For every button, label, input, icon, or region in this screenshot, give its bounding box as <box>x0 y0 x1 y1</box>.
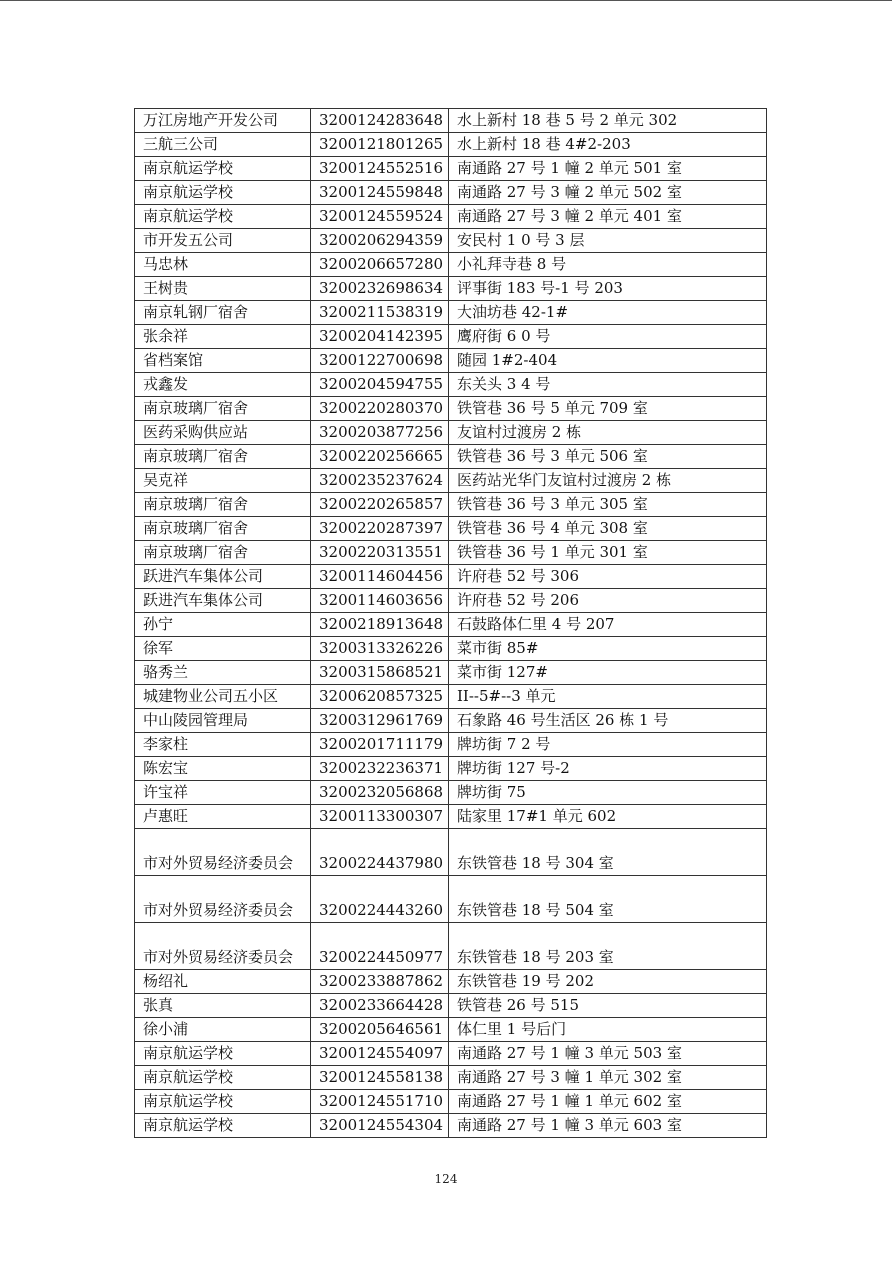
table-row <box>135 1066 767 1090</box>
address-cell: 许府巷 52 号 206 <box>449 589 767 613</box>
table-row <box>135 565 767 589</box>
account-number-cell: 3200620857325 <box>311 685 449 709</box>
address-cell: 东铁管巷 18 号 203 室 <box>449 923 767 970</box>
address-cell: 水上新村 18 巷 5 号 2 单元 302 <box>449 109 767 133</box>
table-row <box>135 1090 767 1114</box>
unit-name-cell: 市对外贸易经济委员会 <box>135 923 311 970</box>
unit-name-cell: 南京玻璃厂宿舍 <box>135 541 311 565</box>
account-number-cell: 3200224450977 <box>311 923 449 970</box>
account-number-cell: 3200224437980 <box>311 829 449 876</box>
address-cell: 小礼拜寺巷 8 号 <box>449 253 767 277</box>
account-number-cell: 3200205646561 <box>311 1018 449 1042</box>
table-row <box>135 373 767 397</box>
account-number-cell: 3200124283648 <box>311 109 449 133</box>
account-number-cell: 3200124558138 <box>311 1066 449 1090</box>
record-table <box>134 108 767 1138</box>
unit-name-cell: 三航三公司 <box>135 133 311 157</box>
table-row <box>135 541 767 565</box>
table-row <box>135 970 767 994</box>
account-number-cell: 3200206294359 <box>311 229 449 253</box>
account-number-cell: 3200315868521 <box>311 661 449 685</box>
unit-name-cell: 吴克祥 <box>135 469 311 493</box>
account-number-cell: 3200233887862 <box>311 970 449 994</box>
unit-name-cell: 南京玻璃厂宿舍 <box>135 517 311 541</box>
table-row <box>135 994 767 1018</box>
address-cell: 南通路 27 号 3 幢 1 单元 302 室 <box>449 1066 767 1090</box>
address-cell: 铁管巷 36 号 3 单元 305 室 <box>449 493 767 517</box>
table-row <box>135 445 767 469</box>
account-number-cell: 3200224443260 <box>311 876 449 923</box>
account-number-cell: 3200114603656 <box>311 589 449 613</box>
account-number-cell: 3200233664428 <box>311 994 449 1018</box>
account-number-cell: 3200113300307 <box>311 805 449 829</box>
unit-name-cell: 李家柱 <box>135 733 311 757</box>
unit-name-cell: 中山陵园管理局 <box>135 709 311 733</box>
account-number-cell: 3200232056868 <box>311 781 449 805</box>
address-cell: 牌坊街 127 号-2 <box>449 757 767 781</box>
unit-name-cell: 南京航运学校 <box>135 181 311 205</box>
unit-name-cell: 南京航运学校 <box>135 1066 311 1090</box>
record-table-wrapper <box>134 108 767 1138</box>
unit-name-cell: 南京航运学校 <box>135 1114 311 1138</box>
table-row <box>135 781 767 805</box>
account-number-cell: 3200204142395 <box>311 325 449 349</box>
table-row <box>135 205 767 229</box>
table-row <box>135 181 767 205</box>
account-number-cell: 3200114604456 <box>311 565 449 589</box>
address-cell: 南通路 27 号 1 幢 1 单元 602 室 <box>449 1090 767 1114</box>
address-cell: 随园 1#2-404 <box>449 349 767 373</box>
address-cell: 菜市街 85# <box>449 637 767 661</box>
account-number-cell: 3200220265857 <box>311 493 449 517</box>
address-cell: 东铁管巷 18 号 504 室 <box>449 876 767 923</box>
unit-name-cell: 城建物业公司五小区 <box>135 685 311 709</box>
unit-name-cell: 南京航运学校 <box>135 157 311 181</box>
account-number-cell: 3200232236371 <box>311 757 449 781</box>
unit-name-cell: 南京航运学校 <box>135 1090 311 1114</box>
unit-name-cell: 陈宏宝 <box>135 757 311 781</box>
address-cell: 评事街 183 号-1 号 203 <box>449 277 767 301</box>
table-row <box>135 757 767 781</box>
address-cell: 友谊村过渡房 2 栋 <box>449 421 767 445</box>
table-row <box>135 1018 767 1042</box>
address-cell: 南通路 27 号 1 幢 2 单元 501 室 <box>449 157 767 181</box>
table-row <box>135 876 767 923</box>
address-cell: 大油坊巷 42-1# <box>449 301 767 325</box>
account-number-cell: 3200203877256 <box>311 421 449 445</box>
table-row <box>135 157 767 181</box>
address-cell: 东铁管巷 19 号 202 <box>449 970 767 994</box>
address-cell: 铁管巷 36 号 4 单元 308 室 <box>449 517 767 541</box>
address-cell: 陆家里 17#1 单元 602 <box>449 805 767 829</box>
account-number-cell: 3200220280370 <box>311 397 449 421</box>
unit-name-cell: 跃进汽车集体公司 <box>135 565 311 589</box>
address-cell: 南通路 27 号 1 幢 3 单元 603 室 <box>449 1114 767 1138</box>
table-row <box>135 493 767 517</box>
account-number-cell: 3200220287397 <box>311 517 449 541</box>
table-row <box>135 733 767 757</box>
table-row <box>135 661 767 685</box>
table-row <box>135 923 767 970</box>
unit-name-cell: 市开发五公司 <box>135 229 311 253</box>
table-row <box>135 589 767 613</box>
unit-name-cell: 许宝祥 <box>135 781 311 805</box>
unit-name-cell: 万江房地产开发公司 <box>135 109 311 133</box>
unit-name-cell: 孙宁 <box>135 613 311 637</box>
address-cell: 东关头 3 4 号 <box>449 373 767 397</box>
address-cell: 铁管巷 36 号 5 单元 709 室 <box>449 397 767 421</box>
address-cell: 石象路 46 号生活区 26 栋 1 号 <box>449 709 767 733</box>
unit-name-cell: 张余祥 <box>135 325 311 349</box>
address-cell: 医药站光华门友谊村过渡房 2 栋 <box>449 469 767 493</box>
account-number-cell: 3200220313551 <box>311 541 449 565</box>
unit-name-cell: 市对外贸易经济委员会 <box>135 829 311 876</box>
unit-name-cell: 张真 <box>135 994 311 1018</box>
table-row <box>135 133 767 157</box>
unit-name-cell: 王树贵 <box>135 277 311 301</box>
account-number-cell: 3200122700698 <box>311 349 449 373</box>
unit-name-cell: 徐小浦 <box>135 1018 311 1042</box>
account-number-cell: 3200312961769 <box>311 709 449 733</box>
account-number-cell: 3200124554097 <box>311 1042 449 1066</box>
unit-name-cell: 南京航运学校 <box>135 1042 311 1066</box>
unit-name-cell: 南京轧钢厂宿舍 <box>135 301 311 325</box>
unit-name-cell: 南京玻璃厂宿舍 <box>135 493 311 517</box>
table-row <box>135 613 767 637</box>
account-number-cell: 3200124551710 <box>311 1090 449 1114</box>
account-number-cell: 3200232698634 <box>311 277 449 301</box>
account-number-cell: 3200124554304 <box>311 1114 449 1138</box>
table-row <box>135 277 767 301</box>
table-row <box>135 397 767 421</box>
address-cell: 牌坊街 7 2 号 <box>449 733 767 757</box>
address-cell: 南通路 27 号 3 幢 2 单元 401 室 <box>449 205 767 229</box>
account-number-cell: 3200313326226 <box>311 637 449 661</box>
address-cell: 许府巷 52 号 306 <box>449 565 767 589</box>
unit-name-cell: 马忠林 <box>135 253 311 277</box>
address-cell: 南通路 27 号 3 幢 2 单元 502 室 <box>449 181 767 205</box>
table-row <box>135 685 767 709</box>
table-row <box>135 829 767 876</box>
account-number-cell: 3200220256665 <box>311 445 449 469</box>
table-row <box>135 469 767 493</box>
table-row <box>135 637 767 661</box>
address-cell: II--5#--3 单元 <box>449 685 767 709</box>
table-row <box>135 1114 767 1138</box>
table-row <box>135 229 767 253</box>
unit-name-cell: 戎鑫发 <box>135 373 311 397</box>
unit-name-cell: 南京航运学校 <box>135 205 311 229</box>
table-row <box>135 349 767 373</box>
page-number: 124 <box>434 1172 458 1186</box>
table-row <box>135 805 767 829</box>
account-number-cell: 3200124559848 <box>311 181 449 205</box>
unit-name-cell: 骆秀兰 <box>135 661 311 685</box>
address-cell: 南通路 27 号 1 幢 3 单元 503 室 <box>449 1042 767 1066</box>
account-number-cell: 3200218913648 <box>311 613 449 637</box>
address-cell: 安民村 1 0 号 3 层 <box>449 229 767 253</box>
unit-name-cell: 医药采购供应站 <box>135 421 311 445</box>
account-number-cell: 3200206657280 <box>311 253 449 277</box>
top-rule <box>0 0 892 1</box>
table-row <box>135 421 767 445</box>
address-cell: 牌坊街 75 <box>449 781 767 805</box>
unit-name-cell: 省档案馆 <box>135 349 311 373</box>
account-number-cell: 3200121801265 <box>311 133 449 157</box>
unit-name-cell: 南京玻璃厂宿舍 <box>135 397 311 421</box>
address-cell: 鹰府街 6 0 号 <box>449 325 767 349</box>
address-cell: 铁管巷 26 号 515 <box>449 994 767 1018</box>
table-row <box>135 253 767 277</box>
account-number-cell: 3200204594755 <box>311 373 449 397</box>
address-cell: 铁管巷 36 号 1 单元 301 室 <box>449 541 767 565</box>
unit-name-cell: 卢惠旺 <box>135 805 311 829</box>
account-number-cell: 3200124552516 <box>311 157 449 181</box>
unit-name-cell: 杨绍礼 <box>135 970 311 994</box>
unit-name-cell: 南京玻璃厂宿舍 <box>135 445 311 469</box>
account-number-cell: 3200211538319 <box>311 301 449 325</box>
table-row <box>135 109 767 133</box>
unit-name-cell: 市对外贸易经济委员会 <box>135 876 311 923</box>
account-number-cell: 3200201711179 <box>311 733 449 757</box>
table-row <box>135 301 767 325</box>
address-cell: 东铁管巷 18 号 304 室 <box>449 829 767 876</box>
table-row <box>135 709 767 733</box>
unit-name-cell: 徐军 <box>135 637 311 661</box>
address-cell: 石鼓路体仁里 4 号 207 <box>449 613 767 637</box>
address-cell: 菜市街 127# <box>449 661 767 685</box>
table-row <box>135 517 767 541</box>
address-cell: 铁管巷 36 号 3 单元 506 室 <box>449 445 767 469</box>
account-number-cell: 3200124559524 <box>311 205 449 229</box>
table-row <box>135 325 767 349</box>
address-cell: 体仁里 1 号后门 <box>449 1018 767 1042</box>
unit-name-cell: 跃进汽车集体公司 <box>135 589 311 613</box>
table-row <box>135 1042 767 1066</box>
account-number-cell: 3200235237624 <box>311 469 449 493</box>
address-cell: 水上新村 18 巷 4#2-203 <box>449 133 767 157</box>
